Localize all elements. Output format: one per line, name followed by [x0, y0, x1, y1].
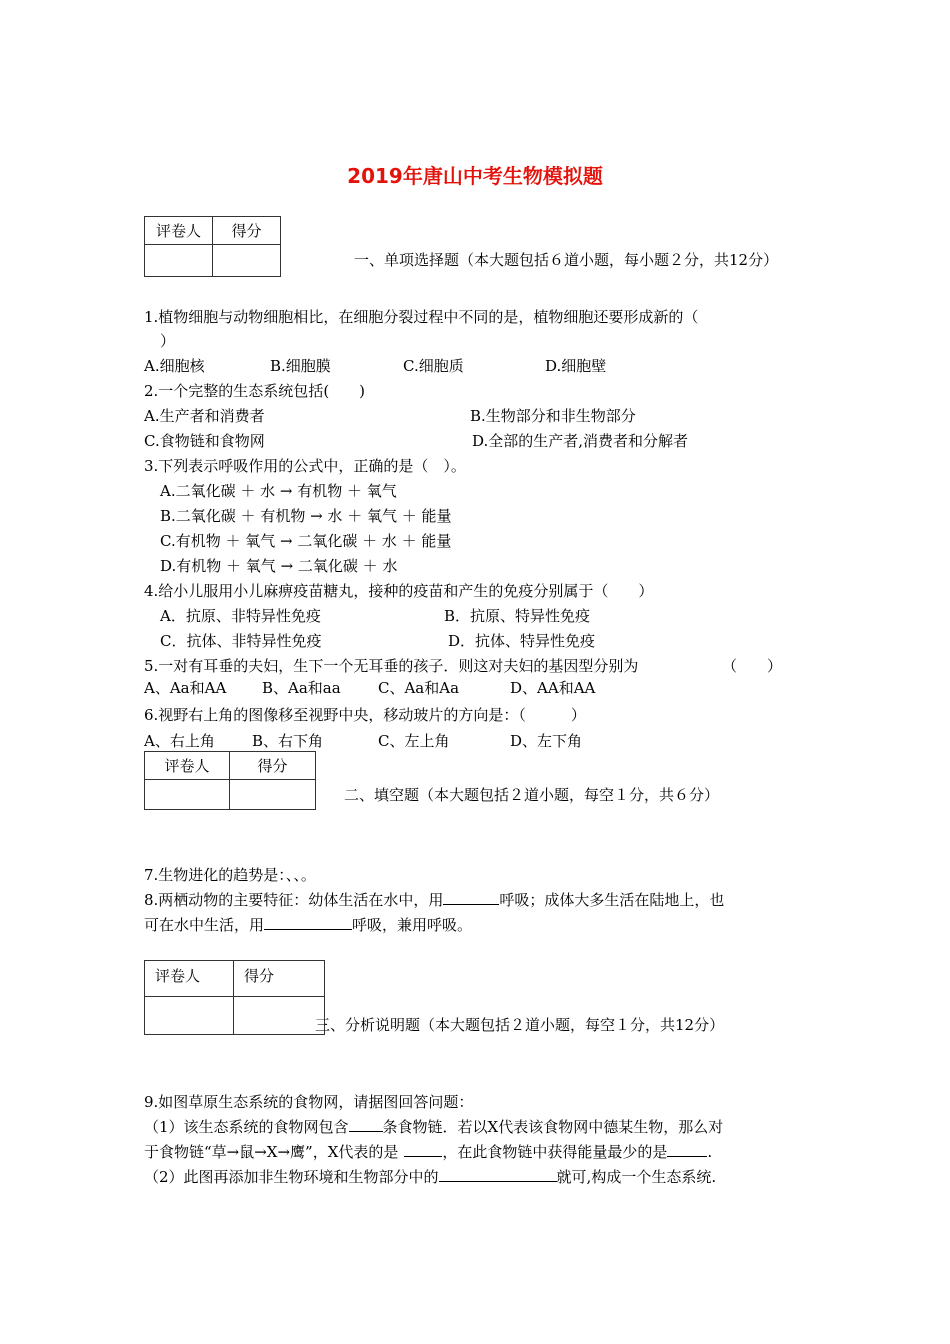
q4-option-b: B．抗原、特异性免疫 [444, 607, 591, 625]
q1-option-a: A.细胞核 [144, 357, 205, 375]
reviewer-header: 评卷人 [145, 217, 213, 245]
q1-option-d: D.细胞壁 [545, 357, 607, 375]
score-cell[interactable] [213, 245, 281, 277]
q4-option-a: A．抗原、非特异性免疫 [160, 607, 321, 625]
q9-line-1-part-a: （1）该生态系统的食物网包含 [144, 1118, 349, 1136]
q9-line-1 [144, 1117, 723, 1137]
q9-line-3-part-b: 就可,构成一个生态系统. [556, 1168, 717, 1186]
q9-line-3-part-a: （2）此图再添加非生物环境和生物部分中的 [144, 1168, 439, 1186]
q6-stem: 6.视野右上角的图像移至视野中央，移动玻片的方向是：（ ） [144, 706, 586, 724]
q8-blank-1[interactable] [443, 890, 499, 905]
q9-line-2 [144, 1142, 712, 1162]
q6-option-c: C、左上角 [378, 732, 450, 750]
q1-stem: 1.植物细胞与动物细胞相比，在细胞分裂过程中不同的是，植物细胞还要形成新的（ [144, 308, 699, 326]
q8-part-4: 呼吸，兼用呼吸。 [352, 916, 473, 934]
score-table-3 [144, 960, 325, 1035]
q9-blank-1[interactable] [349, 1117, 383, 1132]
q5-option-d: D、AA和AA [510, 679, 596, 697]
q8-line-1 [144, 890, 724, 910]
q9-line-2-part-b: ，在此食物链中获得能量最少的是 [442, 1143, 668, 1161]
q9-line-1-part-b: 条食物链．若以X代表该食物网中德某生物，那么对 [382, 1118, 724, 1136]
q2-option-a: A.生产者和消费者 [144, 407, 265, 425]
q4-stem: 4.给小儿服用小儿麻痹疫苗糖丸，接种的疫苗和产生的免疫分别属于（ ） [144, 582, 654, 600]
score-cell[interactable] [234, 997, 325, 1035]
page-title: 2019年唐山中考生物模拟题 [347, 164, 603, 188]
reviewer-cell[interactable] [145, 245, 213, 277]
reviewer-cell[interactable] [145, 780, 230, 810]
q6-option-b: B、右下角 [252, 732, 324, 750]
q5-option-b: B、Aa和aa [262, 679, 341, 697]
q2-option-b: B.生物部分和非生物部分 [470, 407, 636, 425]
q6-option-a: A、右上角 [144, 732, 215, 750]
reviewer-cell[interactable] [145, 997, 234, 1035]
section-2-heading: 二、填空题（本大题包括２道小题，每空１分，共６分） [344, 786, 720, 804]
q5-stem-end: （ ） [722, 657, 783, 675]
q5-stem: 5.一对有耳垂的夫妇，生下一个无耳垂的孩子．则这对夫妇的基因型分别为 [144, 657, 639, 675]
q8-part-1: 8.两栖动物的主要特征：幼体生活在水中，用 [144, 891, 444, 909]
q9-blank-2[interactable] [404, 1142, 442, 1157]
q9-blank-3[interactable] [667, 1142, 707, 1157]
q3-option-c: C.有机物 ＋ 氧气 → 二氧化碳 ＋ 水 ＋ 能量 [160, 532, 452, 550]
score-table-2 [144, 751, 316, 810]
q9-line-3 [144, 1167, 716, 1187]
q8-blank-2[interactable] [264, 915, 352, 930]
score-cell[interactable] [230, 780, 316, 810]
q7-text: 7.生物进化的趋势是：、、。 [144, 866, 316, 884]
reviewer-header: 评卷人 [145, 752, 230, 780]
q1-option-b: B.细胞膜 [270, 357, 331, 375]
score-table-1 [144, 216, 281, 277]
q3-option-d: D.有机物 ＋ 氧气 → 二氧化碳 ＋ 水 [160, 557, 398, 575]
score-header: 得分 [213, 217, 281, 245]
section-3-heading: 三、分析说明题（本大题包括２道小题，每空１分，共12分） [315, 1016, 725, 1034]
q3-option-a: A.二氧化碳 ＋ 水 → 有机物 ＋ 氧气 [160, 482, 397, 500]
q9-blank-4[interactable] [439, 1167, 557, 1182]
q2-option-d: D.全部的生产者,消费者和分解者 [472, 432, 689, 450]
q9-stem: 9.如图草原生态系统的食物网，请据图回答问题： [144, 1093, 474, 1111]
score-header: 得分 [230, 752, 316, 780]
q5-option-a: A、Aa和AA [144, 679, 227, 697]
q8-part-2: 呼吸；成体大多生活在陆地上，也 [499, 891, 725, 909]
q6-option-d: D、左下角 [510, 732, 583, 750]
q1-option-c: C.细胞质 [403, 357, 464, 375]
q2-option-c: C.食物链和食物网 [144, 432, 265, 450]
q9-line-2-part-c: . [707, 1143, 713, 1161]
section-1-heading: 一、单项选择题（本大题包括６道小题，每小题２分，共12分） [354, 251, 779, 269]
q5-option-c: C、Aa和Aa [378, 679, 460, 697]
q3-option-b: B.二氧化碳 ＋ 有机物 → 水 ＋ 氧气 ＋ 能量 [160, 507, 452, 525]
q8-line-2 [144, 915, 472, 935]
q2-stem: 2.一个完整的生态系统包括( ) [144, 382, 366, 400]
score-header: 得分 [234, 961, 325, 997]
q1-stem-end: ） [160, 332, 176, 350]
q4-option-c: C．抗体、非特异性免疫 [160, 632, 322, 650]
q4-option-d: D．抗体、特异性免疫 [448, 632, 596, 650]
q3-stem: 3.下列表示呼吸作用的公式中，正确的是（ ）。 [144, 457, 466, 475]
q9-line-2-part-a: 于食物链“草→鼠→X→鹰”，X代表的是 [144, 1143, 399, 1161]
reviewer-header: 评卷人 [145, 961, 234, 997]
q8-part-3: 可在水中生活，用 [144, 916, 265, 934]
